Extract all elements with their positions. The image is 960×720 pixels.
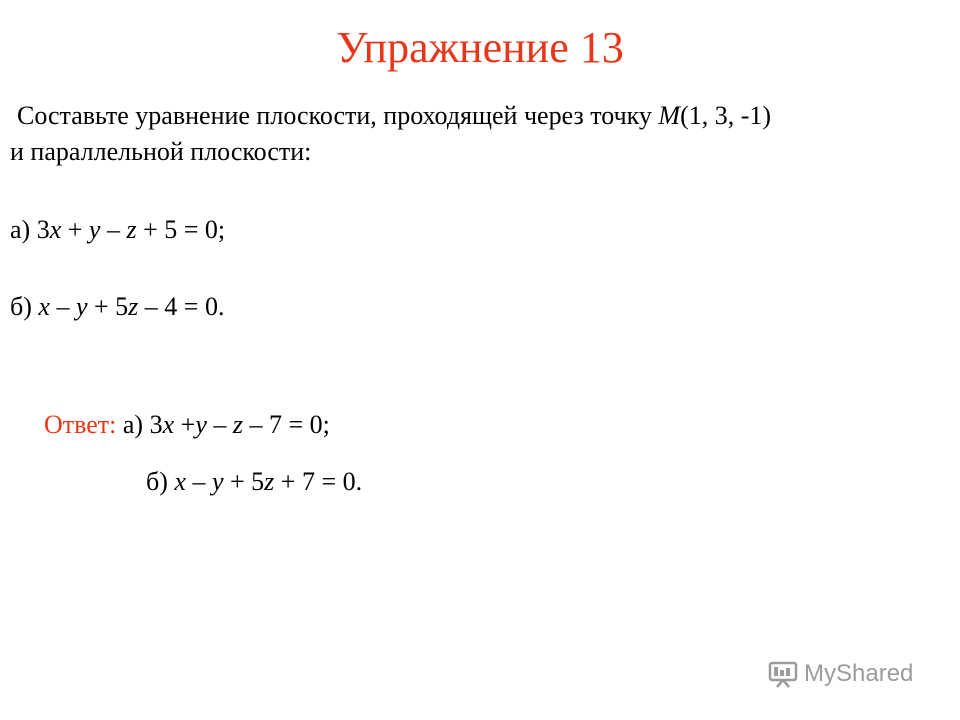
- point-name: M: [658, 101, 681, 130]
- watermark: [768, 657, 913, 691]
- point-coords: (1, 3, -1): [680, 101, 772, 130]
- problem-statement-line-2: и параллельной плоскости:: [10, 137, 312, 166]
- answer-a: Ответ: а) 3x +y – z – 7 = 0;: [44, 410, 330, 439]
- problem-text: Составьте уравнение плоскости, проходящей через точку: [17, 101, 659, 130]
- watermark-text: MyShared: [804, 660, 914, 687]
- answer-label: Ответ:: [44, 410, 117, 439]
- option-a-equation: а) 3x + y – z + 5 = 0;: [10, 215, 226, 244]
- option-b-equation: б) x – y + 5z – 4 = 0.: [10, 292, 225, 321]
- answer-b: б) x – y + 5z + 7 = 0.: [146, 467, 363, 496]
- slide-title: Упражнение 13: [336, 23, 624, 72]
- presentation-board-icon: [768, 659, 798, 689]
- problem-statement-line-1: [17, 100, 771, 132]
